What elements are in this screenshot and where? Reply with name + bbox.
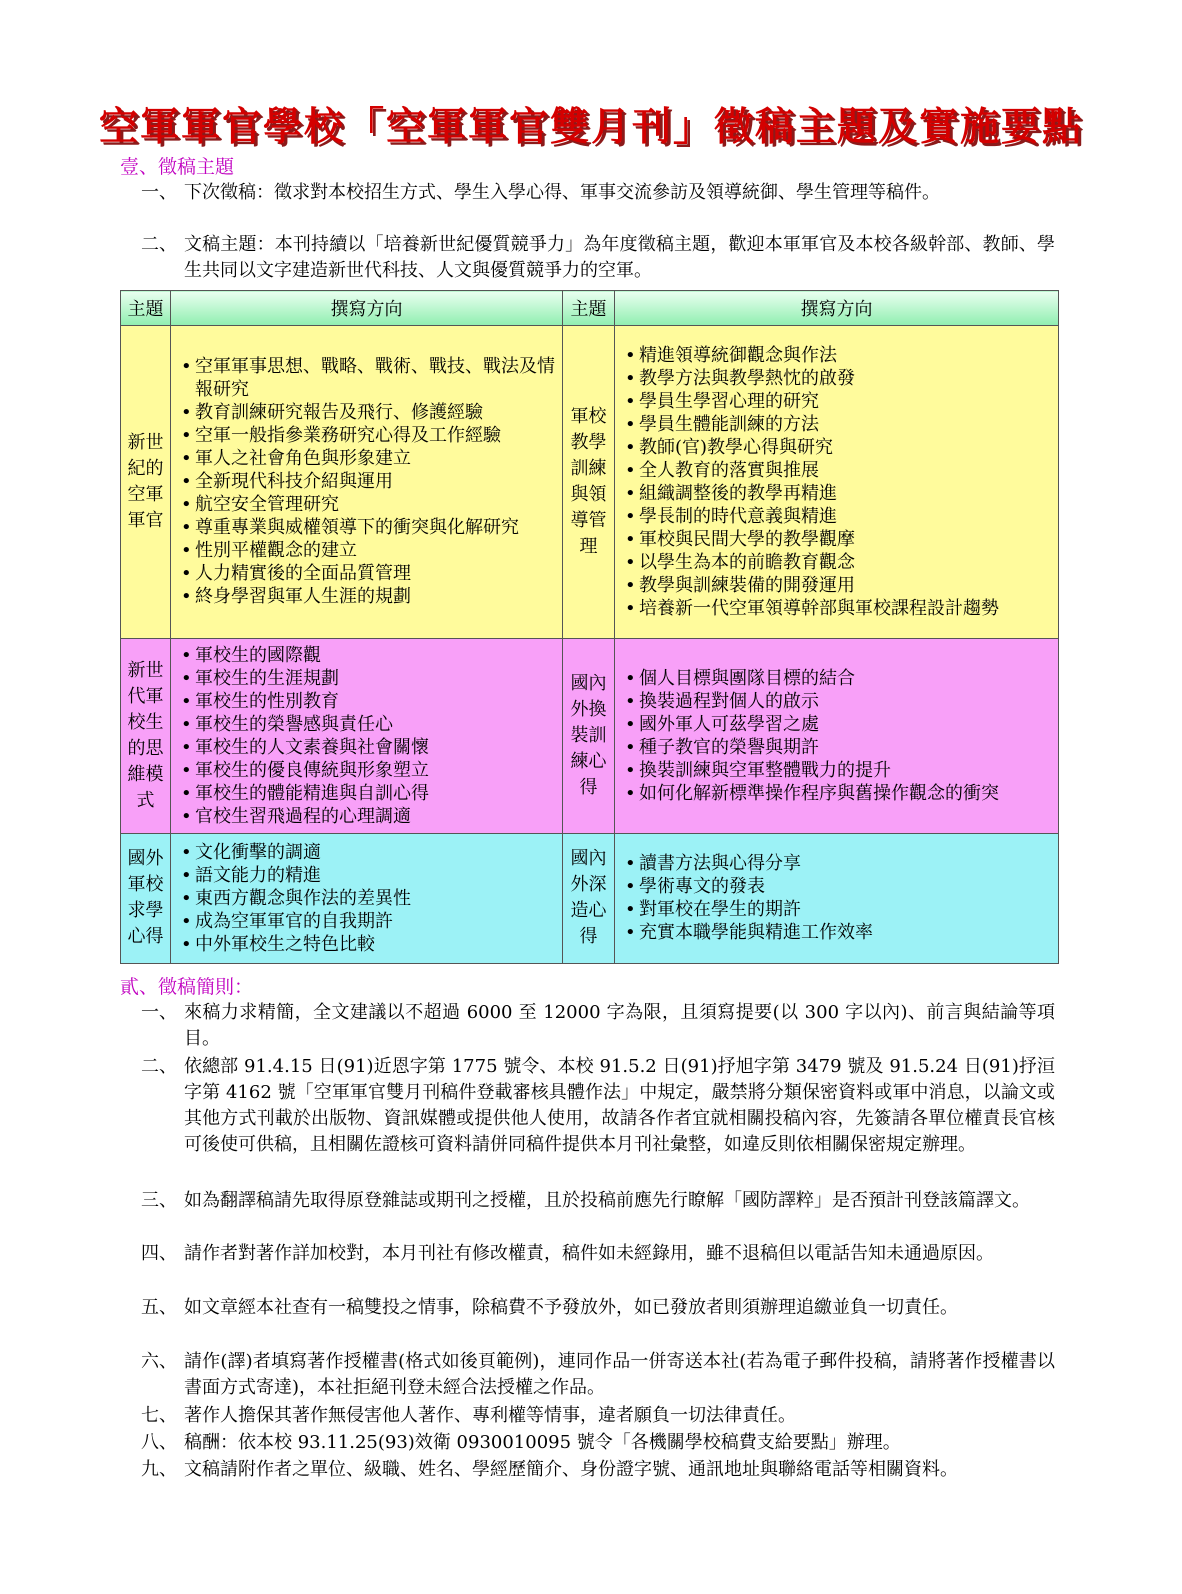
direction-list [615,852,1058,944]
list-item: • 國外軍人可茲學習之處 [623,713,1052,736]
header-direction: 撰寫方向 [615,291,1059,326]
topic-cell: 新世紀的空軍軍官 [121,326,171,639]
rule-paragraph [141,1241,1055,1267]
list-item: • 精進領導統御觀念與作法 [623,344,1052,367]
table-row [121,638,1059,833]
direction-list [615,344,1058,620]
list-item: • 中外軍校生之特色比較 [179,933,556,956]
list-item: • 空軍軍事思想、戰略、戰術、戰技、戰法及情報研究 [179,355,556,401]
paragraph-text: 文稿主題：本刊持續以「培養新世紀優質競爭力」為年度徵稿主題，歡迎本軍軍官及本校各級幹部、教師、學生共同以文字建造新世代科技、人文與優質競爭力的空軍。 [184,234,1055,281]
list-item: • 個人目標與團隊目標的結合 [623,667,1052,690]
list-item: • 軍校生的人文素養與社會關懷 [179,736,556,759]
list-item: • 全新現代科技介紹與運用 [179,470,556,493]
list-item: • 培養新一代空軍領導幹部與軍校課程設計趨勢 [623,597,1052,620]
list-item: • 軍校生的國際觀 [179,644,556,667]
paragraph-text: 依總部 91.4.15 日(91)近恩字第 1775 號令、本校 91.5.2 日(91)抒旭字第 3479 號及 91.5.24 日(91)抒洹字第 4162 號「空軍軍官雙月刊稿件登載審核具體作法」中規定，嚴禁將分類保密資料或軍中消息，以論文或其他方式刊載於出版物、資訊媒體或提供他人使用，故請各作者宜就相關投稿內容，先簽請各單位權責長官核可後使可供稿，且相關佐證核可資料請併同稿件提供本月刊社彙整，如違反則依相關保密規定辦理。 [184,1056,1055,1155]
list-item: • 學員生體能訓練的方法 [623,413,1052,436]
paragraph-text: 下次徵稿：徵求對本校招生方式、學生入學心得、軍事交流參訪及領導統御、學生管理等稿件。 [184,182,940,203]
paragraph-number: 八、 [141,1432,177,1453]
paragraph-number: 六、 [141,1351,177,1372]
list-item: • 教育訓練研究報告及飛行、修護經驗 [179,401,556,424]
list-item: • 官校生習飛過程的心理調適 [179,805,556,828]
topic-cell: 國內外深造心得 [563,833,615,963]
paragraph-text: 來稿力求精簡，全文建議以不超過 6000 至 12000 字為限，且須寫提要(以 300 字以內)、前言與結論等項目。 [184,1002,1055,1049]
paragraph-text: 著作人擔保其著作無侵害他人著作、專利權等情事，違者願負一切法律責任。 [184,1405,796,1426]
rule-paragraph [141,1457,1055,1483]
list-item: • 換裝過程對個人的啟示 [623,690,1052,713]
paragraph-number: 五、 [141,1297,177,1318]
list-item: • 軍校生的生涯規劃 [179,667,556,690]
list-item: • 以學生為本的前瞻教育觀念 [623,551,1052,574]
direction-list [171,841,562,956]
header-topic: 主題 [563,291,615,326]
list-item: • 軍校生的體能精進與自訓心得 [179,782,556,805]
paragraph-number: 二、 [141,234,177,255]
direction-cell [171,833,563,963]
header-direction: 撰寫方向 [171,291,563,326]
list-item: • 終身學習與軍人生涯的規劃 [179,585,556,608]
paragraph-number: 九、 [141,1459,177,1480]
rule-paragraph [141,1349,1055,1401]
list-item: • 人力精實後的全面品質管理 [179,562,556,585]
list-item: • 組織調整後的教學再精進 [623,482,1052,505]
direction-cell [615,638,1059,833]
paragraph-number: 二、 [141,1056,177,1077]
list-item: • 種子教官的榮譽與期許 [623,736,1052,759]
topic-cell: 國外軍校求學心得 [121,833,171,963]
paragraph-text: 稿酬：依本校 93.11.25(93)效衛 0930010095 號令「各機關學校稿費支給要點」辦理。 [184,1432,901,1453]
table-row [121,833,1059,963]
direction-list [615,667,1058,805]
topic-paragraph [141,232,1055,284]
topic-cell: 軍校教學訓練與領導管理 [563,326,615,639]
topic-cell: 國內外換裝訓練心得 [563,638,615,833]
section-heading-rules: 貳、徵稿簡則： [120,976,254,998]
list-item: • 軍校生的性別教育 [179,690,556,713]
rule-paragraph [141,1188,1055,1214]
list-item: • 充實本職學能與精進工作效率 [623,921,1052,944]
direction-cell [171,326,563,639]
list-item: • 全人教育的落實與推展 [623,459,1052,482]
paragraph-number: 七、 [141,1405,177,1426]
list-item: • 軍校生的優良傳統與形象塑立 [179,759,556,782]
list-item: • 學長制的時代意義與精進 [623,505,1052,528]
list-item: • 如何化解新標準操作程序與舊操作觀念的衝突 [623,782,1052,805]
paragraph-number: 一、 [141,1002,177,1023]
direction-cell [615,326,1059,639]
section-heading-topics: 壹、徵稿主題 [120,156,235,178]
rule-paragraph [141,1430,1055,1456]
direction-cell [171,638,563,833]
list-item: • 對軍校在學生的期許 [623,898,1052,921]
list-item: • 文化衝擊的調適 [179,841,556,864]
table-header-row [121,291,1059,326]
rule-paragraph [141,1054,1055,1158]
list-item: • 軍校與民間大學的教學觀摩 [623,528,1052,551]
topic-cell: 新世代軍校生的思維模式 [121,638,171,833]
direction-cell [615,833,1059,963]
direction-list [171,355,562,608]
list-item: • 成為空軍軍官的自我期許 [179,910,556,933]
list-item: • 教學與訓練裝備的開發運用 [623,574,1052,597]
paragraph-text: 如文章經本社查有一稿雙投之情事，除稿費不予發放外，如已發放者則須辦理追繳並負一切責任。 [184,1297,958,1318]
paragraph-text: 請作(譯)者填寫著作授權書(格式如後頁範例)，連同作品一併寄送本社(若為電子郵件投稿，請將著作授權書以書面方式寄達)，本社拒絕刊登未經合法授權之作品。 [184,1351,1055,1398]
rule-paragraph [141,1295,1055,1321]
list-item: • 航空安全管理研究 [179,493,556,516]
paragraph-number: 三、 [141,1190,177,1211]
list-item: • 學術專文的發表 [623,875,1052,898]
list-item: • 性別平權觀念的建立 [179,539,556,562]
list-item: • 學員生學習心理的研究 [623,390,1052,413]
list-item: • 換裝訓練與空軍整體戰力的提升 [623,759,1052,782]
paragraph-text: 如為翻譯稿請先取得原登雜誌或期刊之授權，且於投稿前應先行瞭解「國防譯粹」是否預計刊登該篇譯文。 [184,1190,1030,1211]
header-topic: 主題 [121,291,171,326]
page-title: 空軍軍官學校「空軍軍官雙月刊」徵稿主題及實施要點 [98,104,1083,150]
list-item: • 教學方法與教學熱忱的啟發 [623,367,1052,390]
list-item: • 軍校生的榮譽感與責任心 [179,713,556,736]
paragraph-number: 一、 [141,182,177,203]
paragraph-text: 請作者對著作詳加校對，本月刊社有修改權責，稿件如未經錄用，雖不退稿但以電話告知未通過原因。 [184,1243,994,1264]
list-item: • 東西方觀念與作法的差異性 [179,887,556,910]
topic-paragraph [141,180,1055,206]
list-item: • 讀書方法與心得分享 [623,852,1052,875]
list-item: • 軍人之社會角色與形象建立 [179,447,556,470]
list-item: • 語文能力的精進 [179,864,556,887]
list-item: • 空軍一般指參業務研究心得及工作經驗 [179,424,556,447]
paragraph-text: 文稿請附作者之單位、級職、姓名、學經歷簡介、身份證字號、通訊地址與聯絡電話等相關資料。 [184,1459,958,1480]
rule-paragraph [141,1403,1055,1429]
topics-table [120,290,1059,964]
direction-list [171,644,562,828]
paragraph-number: 四、 [141,1243,177,1264]
rule-paragraph [141,1000,1055,1052]
table-row [121,326,1059,639]
list-item: • 教師(官)教學心得與研究 [623,436,1052,459]
list-item: • 尊重專業與威權領導下的衝突與化解研究 [179,516,556,539]
